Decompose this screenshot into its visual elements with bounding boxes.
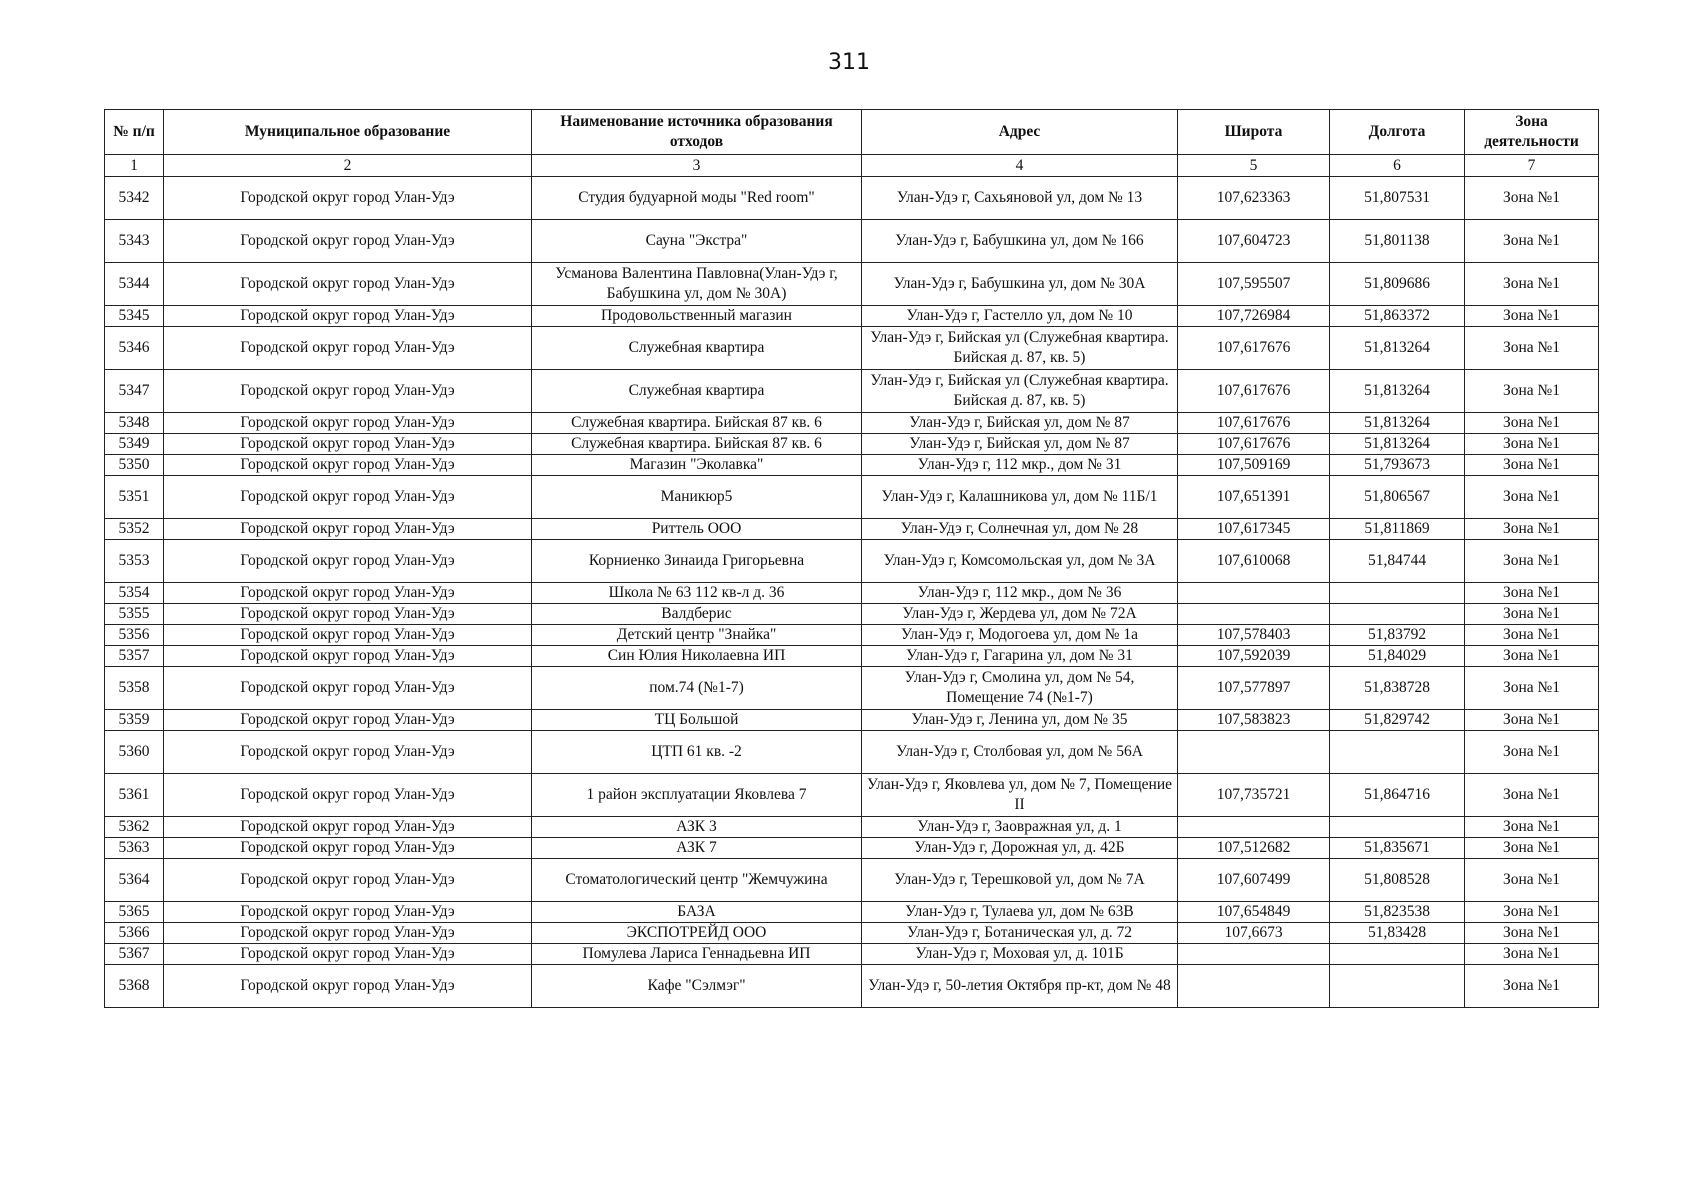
- cell-address: Улан-Удэ г, 50-летия Октября пр-кт, дом № 48: [862, 965, 1178, 1008]
- cell-zone: Зона №1: [1465, 774, 1599, 817]
- cell-zone: Зона №1: [1465, 540, 1599, 583]
- header-latitude: Широта: [1178, 110, 1330, 155]
- cell-number: 5363: [105, 838, 164, 859]
- header-number: № п/п: [105, 110, 164, 155]
- column-number: 2: [164, 155, 532, 177]
- column-number: 4: [862, 155, 1178, 177]
- cell-latitude: [1178, 731, 1330, 774]
- cell-number: 5359: [105, 710, 164, 731]
- cell-zone: Зона №1: [1465, 220, 1599, 263]
- table-row: [105, 710, 1599, 731]
- cell-number: 5342: [105, 177, 164, 220]
- table-row: [105, 944, 1599, 965]
- cell-municipality: Городской округ город Улан-Удэ: [164, 306, 532, 327]
- table-row: [105, 434, 1599, 455]
- column-number: 7: [1465, 155, 1599, 177]
- cell-longitude: 51,823538: [1330, 902, 1465, 923]
- cell-zone: Зона №1: [1465, 667, 1599, 710]
- cell-longitude: [1330, 583, 1465, 604]
- table-row: [105, 625, 1599, 646]
- cell-address: Улан-Удэ г, Гагарина ул, дом № 31: [862, 646, 1178, 667]
- cell-municipality: Городской округ город Улан-Удэ: [164, 774, 532, 817]
- table-row: [105, 540, 1599, 583]
- cell-latitude: 107,512682: [1178, 838, 1330, 859]
- cell-number: 5343: [105, 220, 164, 263]
- cell-longitude: 51,813264: [1330, 370, 1465, 413]
- cell-address: Улан-Удэ г, Жердева ул, дом № 72А: [862, 604, 1178, 625]
- cell-source-name: Кафе "Сэлмэг": [532, 965, 862, 1008]
- cell-zone: Зона №1: [1465, 944, 1599, 965]
- cell-latitude: 107,610068: [1178, 540, 1330, 583]
- cell-zone: Зона №1: [1465, 476, 1599, 519]
- cell-address: Улан-Удэ г, Модогоева ул, дом № 1а: [862, 625, 1178, 646]
- cell-address: Улан-Удэ г, Дорожная ул, д. 42Б: [862, 838, 1178, 859]
- table-row: [105, 923, 1599, 944]
- cell-source-name: Служебная квартира: [532, 370, 862, 413]
- cell-zone: Зона №1: [1465, 923, 1599, 944]
- table-row: [105, 327, 1599, 370]
- cell-latitude: 107,617676: [1178, 413, 1330, 434]
- cell-address: Улан-Удэ г, Терешковой ул, дом № 7А: [862, 859, 1178, 902]
- cell-address: Улан-Удэ г, Заовражная ул, д. 1: [862, 817, 1178, 838]
- cell-longitude: 51,806567: [1330, 476, 1465, 519]
- cell-municipality: Городской округ город Улан-Удэ: [164, 434, 532, 455]
- cell-latitude: [1178, 604, 1330, 625]
- cell-municipality: Городской округ город Улан-Удэ: [164, 710, 532, 731]
- table-row: [105, 667, 1599, 710]
- cell-municipality: Городской округ город Улан-Удэ: [164, 731, 532, 774]
- cell-latitude: 107,726984: [1178, 306, 1330, 327]
- cell-number: 5350: [105, 455, 164, 476]
- cell-latitude: 107,583823: [1178, 710, 1330, 731]
- cell-latitude: 107,617676: [1178, 370, 1330, 413]
- header-address: Адрес: [862, 110, 1178, 155]
- cell-longitude: 51,829742: [1330, 710, 1465, 731]
- cell-municipality: Городской округ город Улан-Удэ: [164, 583, 532, 604]
- cell-latitude: 107,595507: [1178, 263, 1330, 306]
- cell-source-name: Сауна "Экстра": [532, 220, 862, 263]
- table-row: [105, 859, 1599, 902]
- cell-source-name: АЗК 3: [532, 817, 862, 838]
- cell-longitude: [1330, 604, 1465, 625]
- cell-zone: Зона №1: [1465, 519, 1599, 540]
- cell-municipality: Городской округ город Улан-Удэ: [164, 327, 532, 370]
- cell-zone: Зона №1: [1465, 838, 1599, 859]
- cell-latitude: 107,617676: [1178, 434, 1330, 455]
- cell-zone: Зона №1: [1465, 859, 1599, 902]
- cell-number: 5365: [105, 902, 164, 923]
- cell-latitude: 107,623363: [1178, 177, 1330, 220]
- cell-zone: Зона №1: [1465, 306, 1599, 327]
- header-municipality: Муниципальное образование: [164, 110, 532, 155]
- header-row: [105, 110, 1599, 155]
- cell-address: Улан-Удэ г, Бийская ул (Служебная квартира. Бийская д. 87, кв. 5): [862, 327, 1178, 370]
- cell-municipality: Городской округ город Улан-Удэ: [164, 604, 532, 625]
- table-row: [105, 965, 1599, 1008]
- cell-number: 5348: [105, 413, 164, 434]
- cell-source-name: Служебная квартира. Бийская 87 кв. 6: [532, 413, 862, 434]
- column-number: 1: [105, 155, 164, 177]
- cell-longitude: [1330, 965, 1465, 1008]
- cell-number: 5368: [105, 965, 164, 1008]
- cell-zone: Зона №1: [1465, 327, 1599, 370]
- cell-longitude: 51,809686: [1330, 263, 1465, 306]
- cell-source-name: Усманова Валентина Павловна(Улан-Удэ г, Бабушкина ул, дом № 30А): [532, 263, 862, 306]
- cell-municipality: Городской округ город Улан-Удэ: [164, 838, 532, 859]
- cell-latitude: [1178, 583, 1330, 604]
- cell-municipality: Городской округ город Улан-Удэ: [164, 859, 532, 902]
- cell-longitude: 51,813264: [1330, 327, 1465, 370]
- cell-source-name: ТЦ Большой: [532, 710, 862, 731]
- table-row: [105, 731, 1599, 774]
- cell-address: Улан-Удэ г, Бабушкина ул, дом № 30А: [862, 263, 1178, 306]
- cell-source-name: Детский центр "Знайка": [532, 625, 862, 646]
- cell-source-name: Магазин "Эколавка": [532, 455, 862, 476]
- cell-address: Улан-Удэ г, Бийская ул, дом № 87: [862, 434, 1178, 455]
- column-number: 5: [1178, 155, 1330, 177]
- cell-source-name: Студия будуарной моды "Red room": [532, 177, 862, 220]
- table-row: [105, 817, 1599, 838]
- cell-municipality: Городской округ город Улан-Удэ: [164, 519, 532, 540]
- table-row: [105, 646, 1599, 667]
- cell-zone: Зона №1: [1465, 583, 1599, 604]
- cell-number: 5347: [105, 370, 164, 413]
- cell-address: Улан-Удэ г, Бийская ул (Служебная квартира. Бийская д. 87, кв. 5): [862, 370, 1178, 413]
- cell-source-name: ЭКСПОТРЕЙД ООО: [532, 923, 862, 944]
- cell-municipality: Городской округ город Улан-Удэ: [164, 540, 532, 583]
- cell-longitude: [1330, 731, 1465, 774]
- cell-longitude: 51,808528: [1330, 859, 1465, 902]
- cell-source-name: Служебная квартира. Бийская 87 кв. 6: [532, 434, 862, 455]
- cell-latitude: 107,607499: [1178, 859, 1330, 902]
- cell-number: 5351: [105, 476, 164, 519]
- cell-municipality: Городской округ город Улан-Удэ: [164, 476, 532, 519]
- cell-latitude: [1178, 817, 1330, 838]
- cell-address: Улан-Удэ г, Ленина ул, дом № 35: [862, 710, 1178, 731]
- cell-latitude: [1178, 965, 1330, 1008]
- cell-number: 5346: [105, 327, 164, 370]
- cell-zone: Зона №1: [1465, 902, 1599, 923]
- table-row: [105, 583, 1599, 604]
- table-row: [105, 519, 1599, 540]
- table-row: [105, 774, 1599, 817]
- cell-municipality: Городской округ город Улан-Удэ: [164, 965, 532, 1008]
- cell-address: Улан-Удэ г, Ботаническая ул, д. 72: [862, 923, 1178, 944]
- cell-number: 5366: [105, 923, 164, 944]
- cell-number: 5356: [105, 625, 164, 646]
- cell-latitude: 107,577897: [1178, 667, 1330, 710]
- cell-source-name: Син Юлия Николаевна ИП: [532, 646, 862, 667]
- cell-zone: Зона №1: [1465, 817, 1599, 838]
- cell-municipality: Городской округ город Улан-Удэ: [164, 667, 532, 710]
- cell-zone: Зона №1: [1465, 731, 1599, 774]
- cell-address: Улан-Удэ г, Столбовая ул, дом № 56А: [862, 731, 1178, 774]
- cell-longitude: 51,83792: [1330, 625, 1465, 646]
- cell-address: Улан-Удэ г, Гастелло ул, дом № 10: [862, 306, 1178, 327]
- cell-address: Улан-Удэ г, Моховая ул, д. 101Б: [862, 944, 1178, 965]
- cell-number: 5354: [105, 583, 164, 604]
- table-body: [105, 177, 1599, 1008]
- cell-address: Улан-Удэ г, 112 мкр., дом № 31: [862, 455, 1178, 476]
- cell-zone: Зона №1: [1465, 604, 1599, 625]
- cell-zone: Зона №1: [1465, 710, 1599, 731]
- cell-source-name: Продовольственный магазин: [532, 306, 862, 327]
- cell-number: 5344: [105, 263, 164, 306]
- page-number: 311: [828, 50, 870, 75]
- column-number-row: [105, 155, 1599, 177]
- cell-municipality: Городской округ город Улан-Удэ: [164, 220, 532, 263]
- cell-source-name: Служебная квартира: [532, 327, 862, 370]
- cell-address: Улан-Удэ г, Тулаева ул, дом № 63В: [862, 902, 1178, 923]
- cell-latitude: 107,654849: [1178, 902, 1330, 923]
- table-row: [105, 838, 1599, 859]
- cell-municipality: Городской округ город Улан-Удэ: [164, 902, 532, 923]
- cell-municipality: Городской округ город Улан-Удэ: [164, 263, 532, 306]
- cell-zone: Зона №1: [1465, 370, 1599, 413]
- cell-latitude: 107,509169: [1178, 455, 1330, 476]
- cell-source-name: Валдберис: [532, 604, 862, 625]
- table-row: [105, 177, 1599, 220]
- table-row: [105, 413, 1599, 434]
- cell-longitude: 51,801138: [1330, 220, 1465, 263]
- column-number: 6: [1330, 155, 1465, 177]
- cell-longitude: 51,84744: [1330, 540, 1465, 583]
- cell-source-name: 1 район эксплуатации Яковлева 7: [532, 774, 862, 817]
- cell-longitude: 51,835671: [1330, 838, 1465, 859]
- cell-address: Улан-Удэ г, Яковлева ул, дом № 7, Помещение II: [862, 774, 1178, 817]
- cell-number: 5349: [105, 434, 164, 455]
- cell-latitude: [1178, 944, 1330, 965]
- cell-longitude: 51,807531: [1330, 177, 1465, 220]
- waste-sources-table: [104, 109, 1599, 1008]
- cell-address: Улан-Удэ г, Смолина ул, дом № 54, Помещение 74 (№1-7): [862, 667, 1178, 710]
- cell-longitude: 51,864716: [1330, 774, 1465, 817]
- cell-address: Улан-Удэ г, 112 мкр., дом № 36: [862, 583, 1178, 604]
- header-source-name: Наименование источника образования отходов: [532, 110, 862, 155]
- cell-latitude: 107,604723: [1178, 220, 1330, 263]
- cell-municipality: Городской округ город Улан-Удэ: [164, 817, 532, 838]
- table-row: [105, 455, 1599, 476]
- cell-address: Улан-Удэ г, Сахьяновой ул, дом № 13: [862, 177, 1178, 220]
- cell-municipality: Городской округ город Улан-Удэ: [164, 646, 532, 667]
- cell-address: Улан-Удэ г, Бабушкина ул, дом № 166: [862, 220, 1178, 263]
- cell-source-name: ЦТП 61 кв. -2: [532, 731, 862, 774]
- cell-municipality: Городской округ город Улан-Удэ: [164, 625, 532, 646]
- cell-zone: Зона №1: [1465, 413, 1599, 434]
- table-row: [105, 370, 1599, 413]
- cell-number: 5362: [105, 817, 164, 838]
- cell-source-name: Маникюр5: [532, 476, 862, 519]
- cell-longitude: [1330, 817, 1465, 838]
- cell-longitude: 51,813264: [1330, 434, 1465, 455]
- cell-number: 5360: [105, 731, 164, 774]
- cell-longitude: 51,813264: [1330, 413, 1465, 434]
- table-row: [105, 604, 1599, 625]
- cell-zone: Зона №1: [1465, 263, 1599, 306]
- cell-zone: Зона №1: [1465, 455, 1599, 476]
- cell-address: Улан-Удэ г, Калашникова ул, дом № 11Б/1: [862, 476, 1178, 519]
- cell-number: 5352: [105, 519, 164, 540]
- cell-municipality: Городской округ город Улан-Удэ: [164, 455, 532, 476]
- cell-source-name: БАЗА: [532, 902, 862, 923]
- cell-longitude: 51,83428: [1330, 923, 1465, 944]
- column-number: 3: [532, 155, 862, 177]
- cell-source-name: Помулева Лариса Геннадьевна ИП: [532, 944, 862, 965]
- cell-number: 5355: [105, 604, 164, 625]
- cell-longitude: 51,838728: [1330, 667, 1465, 710]
- cell-source-name: пом.74 (№1-7): [532, 667, 862, 710]
- cell-latitude: 107,651391: [1178, 476, 1330, 519]
- table-row: [105, 902, 1599, 923]
- cell-longitude: 51,863372: [1330, 306, 1465, 327]
- cell-zone: Зона №1: [1465, 434, 1599, 455]
- cell-zone: Зона №1: [1465, 625, 1599, 646]
- cell-latitude: 107,6673: [1178, 923, 1330, 944]
- cell-zone: Зона №1: [1465, 965, 1599, 1008]
- cell-longitude: 51,84029: [1330, 646, 1465, 667]
- table-row: [105, 220, 1599, 263]
- header-zone: Зона деятельности: [1465, 110, 1599, 155]
- table-row: [105, 476, 1599, 519]
- cell-number: 5367: [105, 944, 164, 965]
- cell-number: 5353: [105, 540, 164, 583]
- cell-municipality: Городской округ город Улан-Удэ: [164, 177, 532, 220]
- cell-number: 5345: [105, 306, 164, 327]
- cell-latitude: 107,617345: [1178, 519, 1330, 540]
- cell-latitude: 107,578403: [1178, 625, 1330, 646]
- cell-zone: Зона №1: [1465, 177, 1599, 220]
- cell-latitude: 107,592039: [1178, 646, 1330, 667]
- table-row: [105, 263, 1599, 306]
- cell-longitude: 51,793673: [1330, 455, 1465, 476]
- cell-municipality: Городской округ город Улан-Удэ: [164, 944, 532, 965]
- cell-number: 5361: [105, 774, 164, 817]
- cell-source-name: Риттель ООО: [532, 519, 862, 540]
- cell-municipality: Городской округ город Улан-Удэ: [164, 413, 532, 434]
- cell-source-name: Школа № 63 112 кв-л д. 36: [532, 583, 862, 604]
- cell-address: Улан-Удэ г, Бийская ул, дом № 87: [862, 413, 1178, 434]
- cell-source-name: Стоматологический центр "Жемчужина: [532, 859, 862, 902]
- header-longitude: Долгота: [1330, 110, 1465, 155]
- cell-number: 5364: [105, 859, 164, 902]
- cell-latitude: 107,617676: [1178, 327, 1330, 370]
- cell-source-name: Корниенко Зинаида Григорьевна: [532, 540, 862, 583]
- table-row: [105, 306, 1599, 327]
- cell-source-name: АЗК 7: [532, 838, 862, 859]
- cell-number: 5357: [105, 646, 164, 667]
- cell-address: Улан-Удэ г, Солнечная ул, дом № 28: [862, 519, 1178, 540]
- cell-latitude: 107,735721: [1178, 774, 1330, 817]
- cell-municipality: Городской округ город Улан-Удэ: [164, 923, 532, 944]
- cell-number: 5358: [105, 667, 164, 710]
- cell-longitude: 51,811869: [1330, 519, 1465, 540]
- cell-address: Улан-Удэ г, Комсомольская ул, дом № 3А: [862, 540, 1178, 583]
- cell-municipality: Городской округ город Улан-Удэ: [164, 370, 532, 413]
- cell-zone: Зона №1: [1465, 646, 1599, 667]
- cell-longitude: [1330, 944, 1465, 965]
